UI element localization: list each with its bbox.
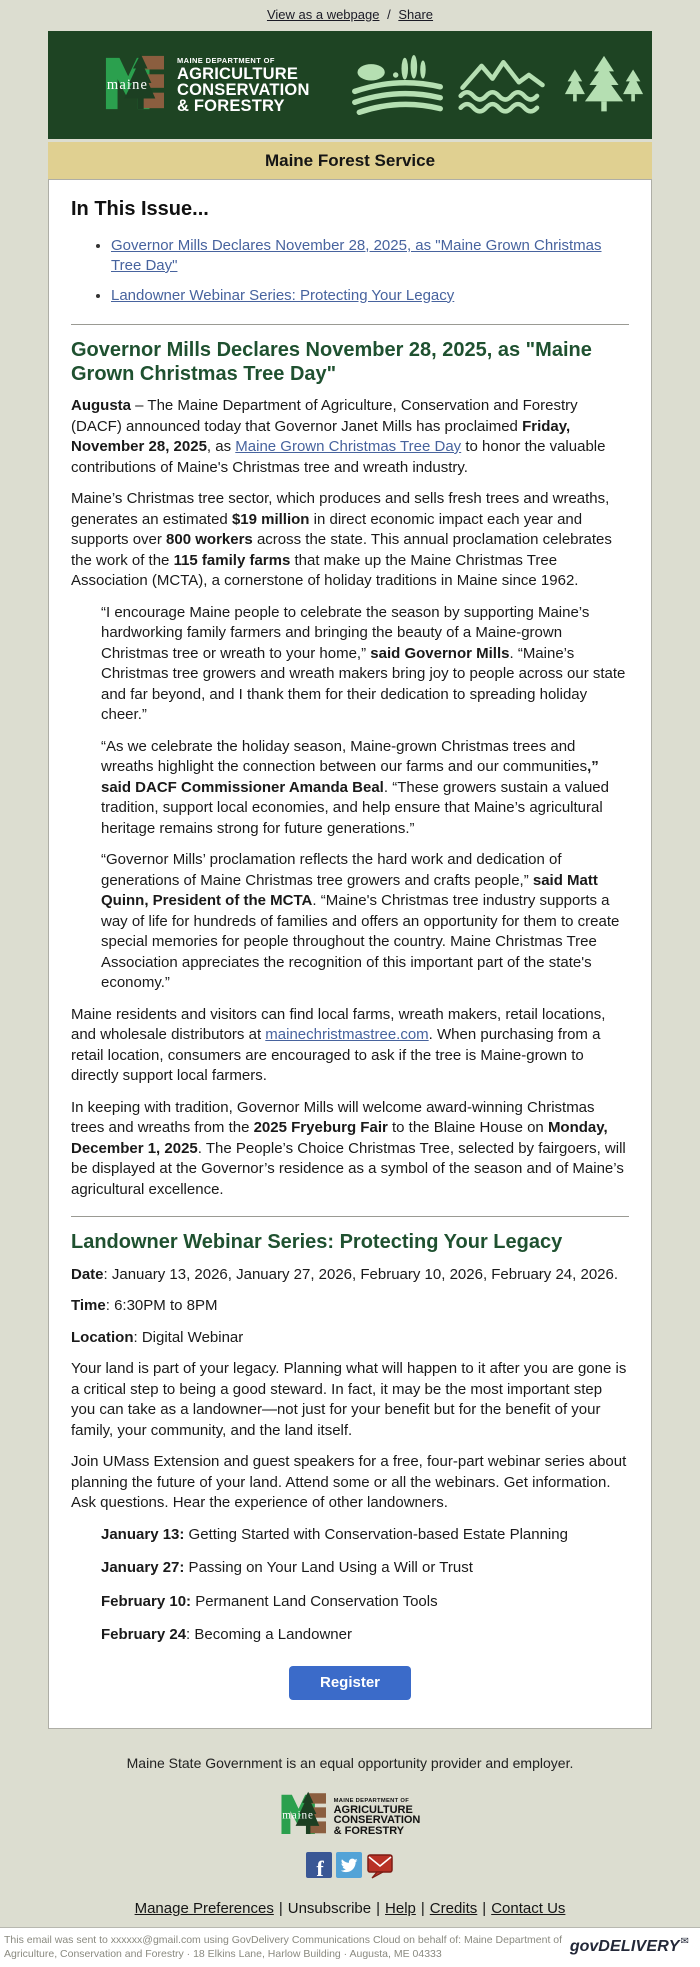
logo-line-conservation: CONSERVATION xyxy=(177,81,310,99)
webinar-time-line: Time: 6:30PM to 8PM xyxy=(71,1297,218,1314)
article1-heading: Governor Mills Declares November 28, 2025, as "Maine Grown Christmas Tree Day" xyxy=(71,339,592,385)
schedule-february-24: February 24: Becoming a Landowner xyxy=(101,1626,352,1643)
pine-trees-icon xyxy=(560,55,648,115)
govdelivery-bar xyxy=(0,1927,700,1967)
forest-service-bar xyxy=(48,142,652,179)
facebook-icon[interactable] xyxy=(306,1852,332,1878)
social-icons xyxy=(48,1852,652,1880)
list-item xyxy=(111,286,629,307)
webinar-location-line: Location: Digital Webinar xyxy=(71,1328,244,1346)
article1-paragraph-2: Maine’s Christmas tree sector, which produces and sells fresh trees and wreaths, generates an estimated $19 million in direct economic impact each year and supports over 800 workers across the state. This annual proclamation celebrates the work of the 115 family farms that make up the Maine Christmas Tree Association (MCTA), a cornerstone of holiday traditions in Maine since 1962. xyxy=(71,490,612,589)
help-link[interactable]: Help xyxy=(385,1900,416,1917)
divider xyxy=(71,324,629,325)
link-separator: | xyxy=(376,1900,381,1917)
forest-service-title: Maine Forest Service xyxy=(264,150,436,170)
article1-paragraph-1: Augusta – The Maine Department of Agriculture, Conservation and Forestry (DACF) announced today that Governor Janet Mills has proclaimed Friday, November 28, 2025, as Maine Grown Christmas Tree Day to honor the valuable contributions of Maine's Christmas tree and wreath industry. xyxy=(71,397,606,476)
issue-link-webinar[interactable]: Landowner Webinar Series: Protecting Your Legacy xyxy=(111,286,455,304)
schedule-january-27: January 27: Passing on Your Land Using a Will or Trust xyxy=(101,1559,473,1576)
logo-dept-line: MAINE DEPARTMENT OF xyxy=(177,56,275,65)
list-item xyxy=(111,236,629,277)
link-separator: | xyxy=(482,1900,487,1917)
logo-line-agriculture: AGRICULTURE xyxy=(177,65,299,83)
article2-paragraph-2: Join UMass Extension and guest speakers for a free, four-part webinar series about planning the future of your land. Attend some or all the webinars. Get information. Ask questions. Hear the experience of other landowners. xyxy=(71,1453,627,1511)
envelope-icon: ✉ xyxy=(680,1936,689,1947)
logo-line-forestry: & FORESTRY xyxy=(177,97,285,115)
email-footer xyxy=(48,1729,652,1917)
footer-logo-text xyxy=(334,1797,421,1837)
contact-us-link[interactable]: Contact Us xyxy=(491,1900,566,1917)
top-link-bar xyxy=(0,0,700,22)
dacf-logo-mark-icon xyxy=(280,1791,326,1842)
inline-link[interactable]: mainechristmastree.com xyxy=(265,1026,429,1043)
manage-preferences-link[interactable]: Manage Preferences xyxy=(134,1900,274,1917)
mountains-water-icon xyxy=(455,55,550,115)
logo-line-conservation: CONSERVATION xyxy=(333,1814,421,1827)
footer-dacf-logo xyxy=(280,1791,421,1842)
govdelivery-delivery-text: DELIVERY xyxy=(598,1938,680,1955)
article2-paragraph-1: Your land is part of your legacy. Planning what will happen to it after you are gone is a critical step to being a good steward. In fact, it may be the most important step you can take as a landowner—not just for your benefit but for the benefit of your family, your community, and the land itself. xyxy=(71,1360,627,1439)
link-separator: | xyxy=(420,1900,425,1917)
credits-link[interactable]: Credits xyxy=(429,1900,478,1917)
unsubscribe-link[interactable]: Unsubscribe xyxy=(287,1900,372,1917)
farm-field-icon xyxy=(350,55,445,115)
article2-heading: Landowner Webinar Series: Protecting Your Legacy xyxy=(71,1231,563,1253)
issue-link-tree-day[interactable]: Governor Mills Declares November 28, 2025, as "Maine Grown Christmas Tree Day" xyxy=(111,236,602,274)
twitter-icon[interactable] xyxy=(336,1852,362,1878)
email-disclaimer-text: This email was sent to xxxxxx@gmail.com using GovDelivery Communications Cloud on behalf of: Maine Department of Agriculture, Conservation and Forestry · 18 Elkins Lane, Harlow Building · Augusta, ME 04333 xyxy=(4,1934,563,1960)
view-webpage-link[interactable]: View as a webpage xyxy=(266,7,380,22)
dacf-logo-mark-icon xyxy=(104,53,164,118)
divider xyxy=(71,1216,629,1217)
email-body xyxy=(48,179,652,1729)
inline-link[interactable]: Maine Grown Christmas Tree Day xyxy=(235,438,462,455)
govdelivery-gov-text: gov xyxy=(569,1938,599,1955)
schedule-february-10: February 10: Permanent Land Conservation Tools xyxy=(101,1592,438,1610)
article1-paragraph-3: Maine residents and visitors can find local farms, wreath makers, retail locations, and wholesale distributors at mainechristmastree.com. When purchasing from a retail location, consumers are encouraged to ask if the tree is Maine-grown to directly support local farmers. xyxy=(71,1005,606,1084)
govdelivery-logo xyxy=(569,1938,694,1956)
webinar-date-line: Date: January 13, 2026, January 27, 2026, February 10, 2026, February 24, 2026. xyxy=(71,1265,619,1283)
share-link[interactable]: Share xyxy=(398,7,434,22)
register-button[interactable]: Register xyxy=(289,1666,411,1701)
email-icon[interactable] xyxy=(366,1852,394,1880)
quote-governor-mills: “I encourage Maine people to celebrate the season by supporting Maine’s hardworking family farmers and bringing the beauty of a Maine-grown Christmas tree or wreath to your home,” said Governor Mills. “Maine’s Christmas tree growers and wreath makers bring joy to people across our state and far beyond, and I thank them for their dedication to spreading holiday cheer.” xyxy=(101,603,626,723)
equal-opportunity-text: Maine State Government is an equal opportunity provider and employer. xyxy=(126,1755,574,1771)
header-banner xyxy=(48,31,652,139)
top-link-separator: / xyxy=(387,7,391,22)
issue-list xyxy=(71,236,629,307)
logo-line-forestry: & FORESTRY xyxy=(333,1824,405,1837)
logo-dept-line: MAINE DEPARTMENT OF xyxy=(333,1797,410,1804)
svg-text:f: f xyxy=(316,1856,324,1878)
schedule-january-13: January 13: Getting Started with Conservation-based Estate Planning xyxy=(101,1525,568,1543)
banner-icons xyxy=(340,55,648,115)
register-button-row xyxy=(71,1666,629,1701)
quote-commissioner-beal: “As we celebrate the holiday season, Maine-grown Christmas trees and wreaths highlight the connection between our farms and our communities,” said DACF Commissioner Amanda Beal. “These growers sustain a valued tradition, support local economies, and help ensure that Maine’s agricultural heritage remains strong for future generations.” xyxy=(101,737,609,837)
issue-heading: In This Issue... xyxy=(71,198,209,220)
footer-links xyxy=(48,1900,652,1917)
link-separator: | xyxy=(278,1900,283,1917)
logo-line-agriculture: AGRICULTURE xyxy=(333,1803,413,1816)
article1-paragraph-4: In keeping with tradition, Governor Mills will welcome award-winning Christmas trees and wreaths from the 2025 Fryeburg Fair to the Blaine House on Monday, December 1, 2025. The People’s Choice Christmas Tree, selected by fairgoers, will be displayed at the Governor’s residence as a symbol of the season and of Maine’s agricultural excellence. xyxy=(71,1098,626,1198)
dacf-logo-text xyxy=(177,56,310,114)
quote-matt-quinn: “Governor Mills’ proclamation reflects the hard work and dedication of generations of Maine Christmas tree growers and crafts people,” said Matt Quinn, President of the MCTA. “Maine's Christmas tree industry supports a way of life for hundreds of families and offers an opportunity for them to create special memories for people throughout the country. Maine Christmas Tree Association appreciates the recognition of this important part of the state's economy.” xyxy=(101,851,620,991)
